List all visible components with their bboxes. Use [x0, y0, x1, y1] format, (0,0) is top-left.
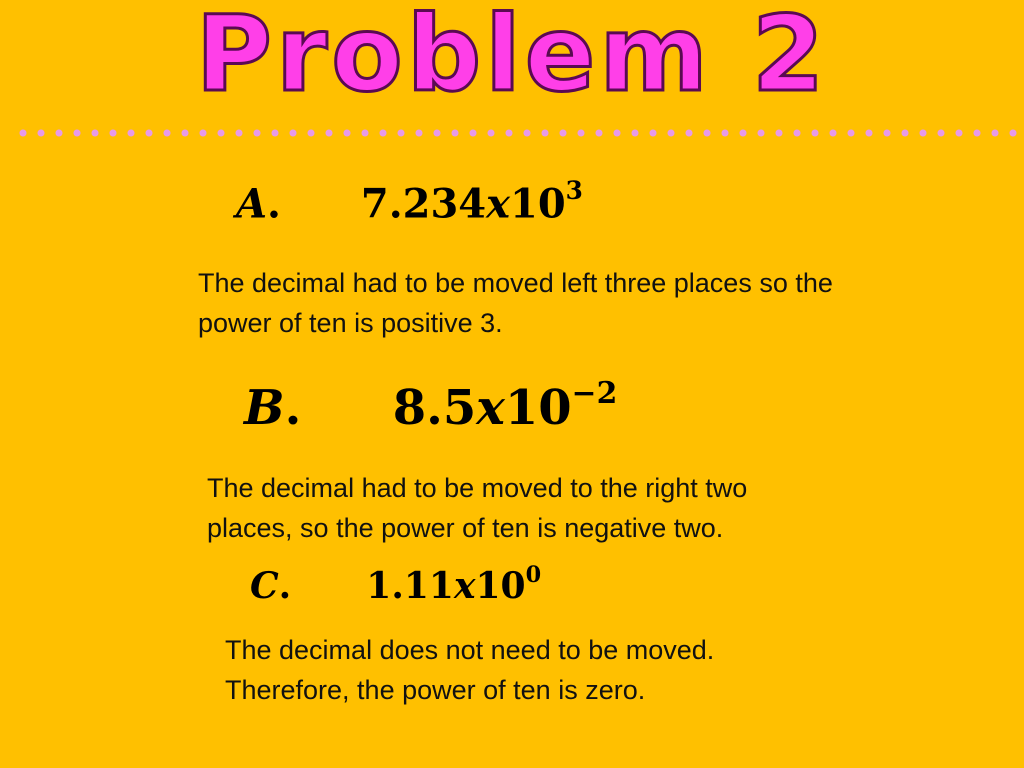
page-title: Problem 2 [195, 0, 829, 115]
equation-c-exponent: 0 [525, 561, 542, 588]
equation-b-mantissa: 8.5 [392, 380, 477, 436]
equation-a-times: x [486, 180, 510, 228]
explanation-c-line1: The decimal does not need to be moved. [225, 635, 715, 665]
explanation-a [198, 263, 833, 343]
equation-a-dot: . [267, 180, 281, 228]
equation-b-dot: . [284, 380, 302, 436]
equation-a-exponent: 3 [565, 176, 583, 206]
equation-b-exponent: −2 [571, 375, 618, 411]
equation-b-base: 10 [504, 380, 572, 436]
explanation-a-line1: The decimal had to be moved left three places so the [198, 268, 833, 298]
equation-c [250, 561, 542, 607]
equation-a-mantissa: 7.234 [360, 180, 487, 228]
explanation-a-line2: power of ten is positive 3. [198, 308, 503, 338]
equation-b-times: x [476, 380, 505, 436]
explanation-b-line1: The decimal had to be moved to the right two [207, 473, 748, 503]
explanation-b [207, 468, 747, 548]
equation-c-letter: C [250, 565, 279, 607]
equation-b [244, 375, 618, 436]
equation-b-letter: B [244, 380, 285, 436]
dotted-divider [14, 126, 1024, 140]
equation-c-dot: . [278, 565, 292, 607]
explanation-b-line2: places, so the power of ten is negative two. [207, 513, 724, 543]
equation-c-times: x [453, 565, 476, 607]
equation-c-mantissa: 1.11 [366, 565, 454, 607]
equation-a-letter: A [236, 180, 268, 228]
equation-a [236, 176, 583, 228]
equation-c-base: 10 [475, 565, 526, 607]
explanation-c [225, 630, 714, 710]
explanation-c-line2: Therefore, the power of ten is zero. [225, 675, 646, 705]
equation-a-base: 10 [509, 180, 566, 228]
